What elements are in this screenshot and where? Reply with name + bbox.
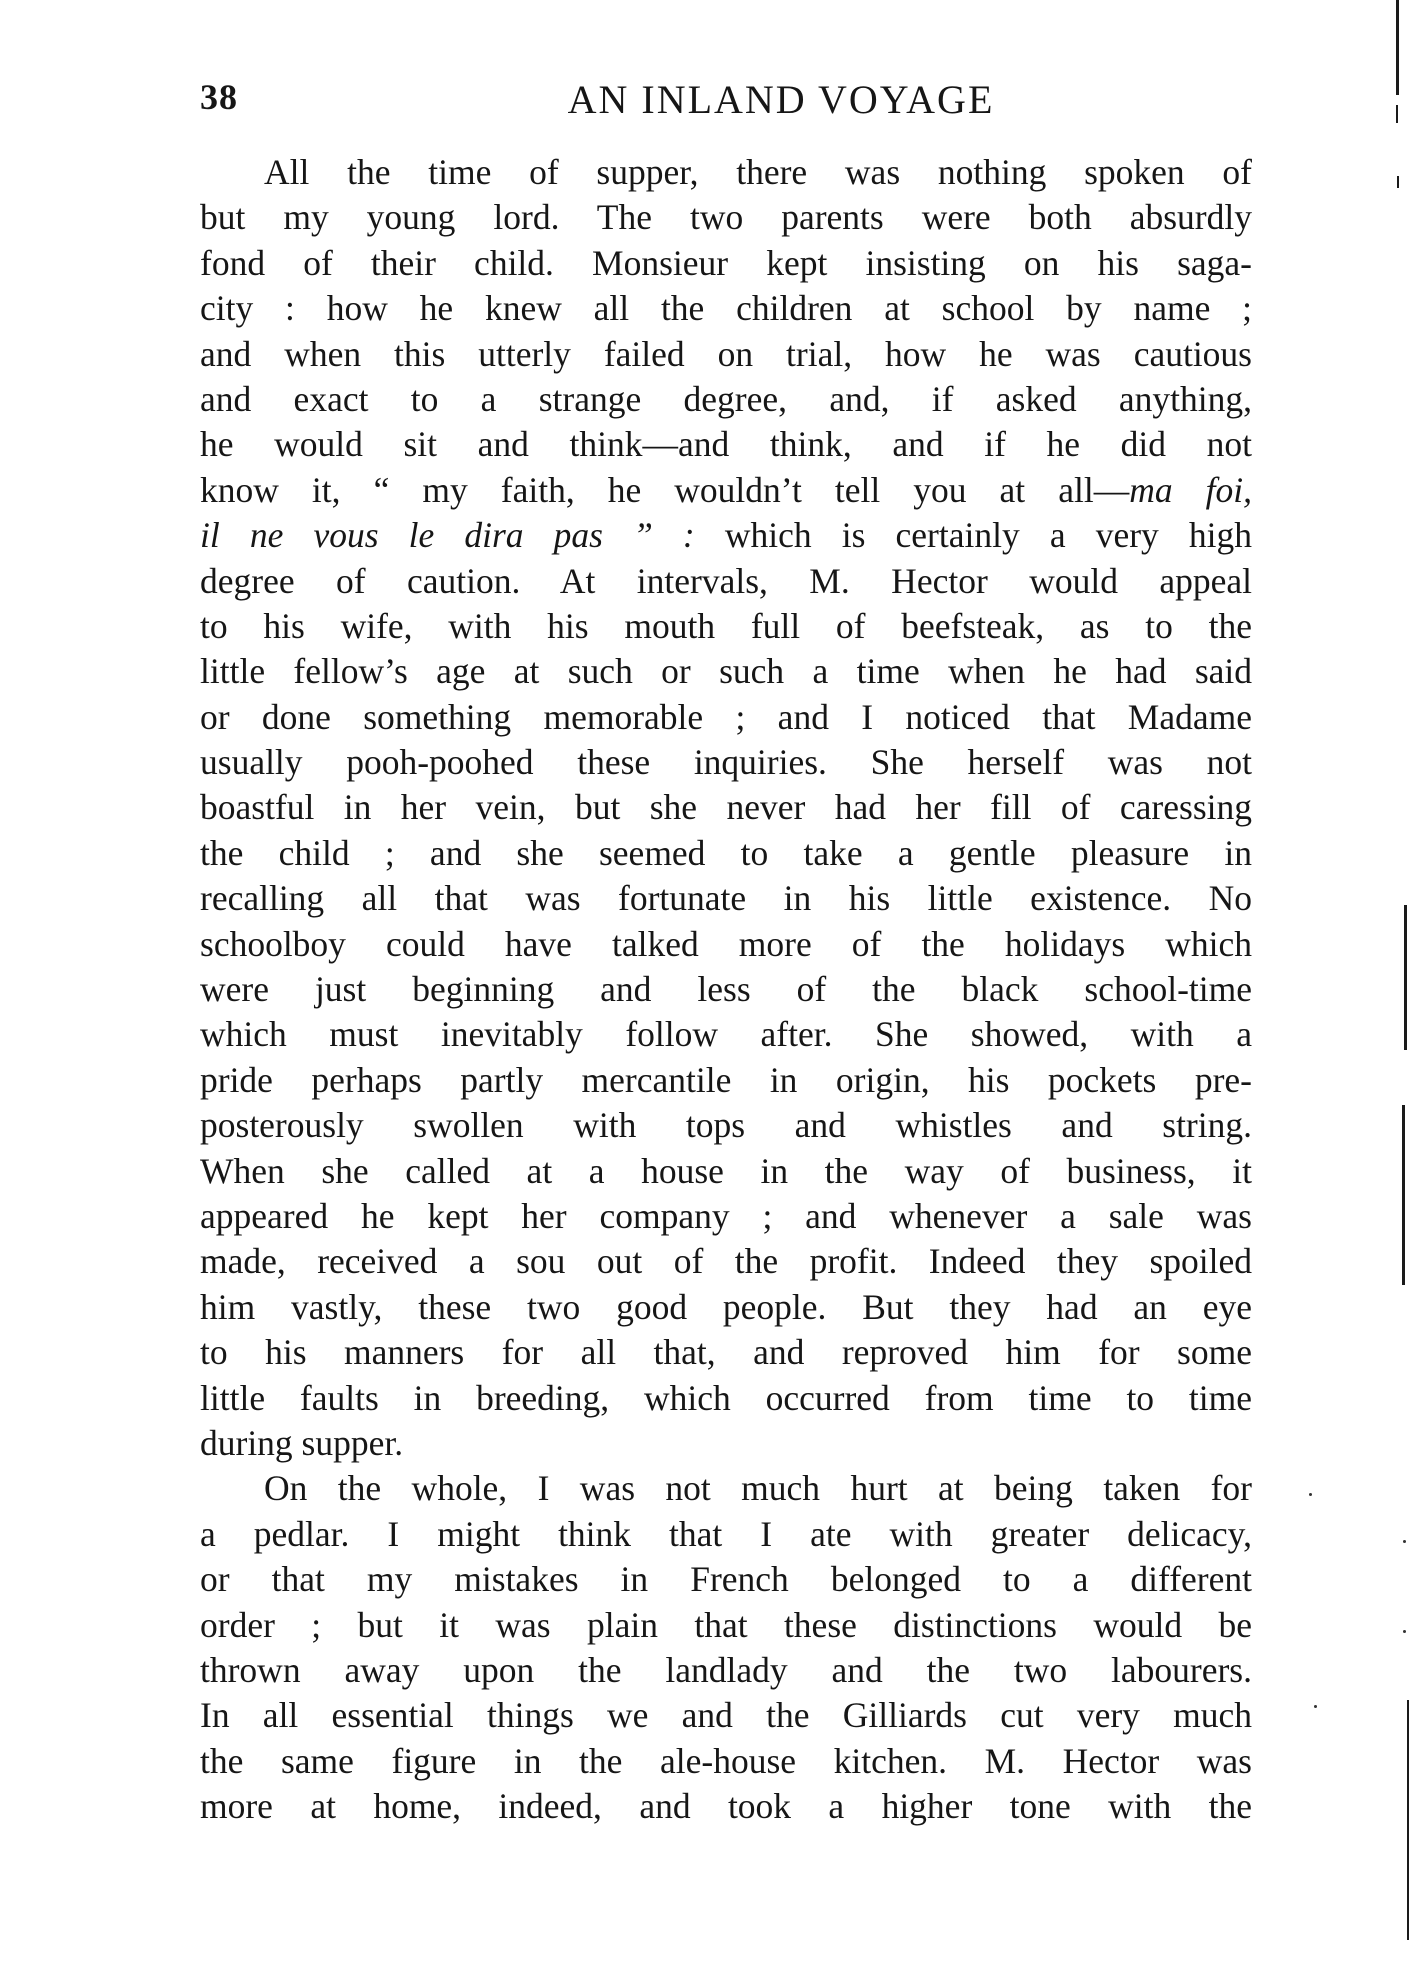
page-header — [200, 76, 1252, 136]
text-line: and exact to a strange degree, and, if asked anything, — [200, 378, 1252, 419]
text-line: made, received a sou out of the profit. Indeed they spoiled — [200, 1241, 1252, 1282]
page-number: 38 — [200, 77, 238, 117]
scan-speck — [1403, 1630, 1406, 1633]
text-line: him vastly, these two good people. But they had an eye — [200, 1286, 1252, 1327]
text-line: and when this utterly failed on trial, how he was cautious — [200, 333, 1252, 374]
text-line: the same figure in the ale-house kitchen. M. Hector was — [200, 1740, 1252, 1781]
text-line: which must inevitably follow after. She showed, with a — [200, 1014, 1252, 1055]
text-line: to his wife, with his mouth full of beefsteak, as to the — [200, 605, 1252, 646]
text-line: to his manners for all that, and reproved him for some — [200, 1332, 1252, 1373]
text-line: or that my mistakes in French belonged to a different — [200, 1559, 1252, 1600]
italic-phrase: il ne vous le dira pas ” : — [200, 515, 695, 556]
text-line: more at home, indeed, and took a higher tone with the — [200, 1786, 1252, 1827]
text-line: city : how he knew all the children at school by name ; — [200, 288, 1252, 329]
text-line: When she called at a house in the way of business, it — [200, 1150, 1252, 1191]
text-line: degree of caution. At intervals, M. Hector would appeal — [200, 560, 1252, 601]
paragraph-2 — [200, 1466, 1252, 1829]
scan-edge-mark — [1404, 905, 1407, 1050]
text-line: boastful in her vein, but she never had her fill of caressing — [200, 787, 1252, 828]
text-run: know it, “ my faith, he wouldn’t tell you at all— — [200, 469, 1130, 510]
text-line: All the time of supper, there was nothing spoken of — [264, 152, 1252, 192]
text-line: recalling all that was fortunate in his little existence. No — [200, 878, 1252, 919]
text-line: he would sit and think—and think, and if he did not — [200, 424, 1252, 465]
scan-speck — [1309, 1493, 1312, 1496]
text-line: posterously swollen with tops and whistles and string. — [200, 1105, 1252, 1146]
paragraph-1 — [200, 150, 1252, 1466]
scan-speck — [1403, 1540, 1406, 1543]
text-line: the child ; and she seemed to take a gentle pleasure in — [200, 832, 1252, 873]
text-line: schoolboy could have talked more of the holidays which — [200, 923, 1252, 964]
text-run: which is certainly a very high — [724, 515, 1252, 556]
scan-speck — [1314, 1705, 1317, 1708]
text-line: appeared he kept her company ; and whenever a sale was — [200, 1195, 1252, 1236]
text-line-mixed — [200, 468, 1252, 513]
text-line-mixed — [200, 513, 1252, 558]
text-line: pride perhaps partly mercantile in origin, his pockets pre- — [200, 1059, 1252, 1100]
scan-edge-mark — [1402, 1105, 1405, 1285]
text-line: or done something memorable ; and I noticed that Madame — [200, 696, 1252, 737]
italic-phrase: ma foi, — [1129, 469, 1252, 510]
scan-edge-mark — [1397, 176, 1399, 188]
text-line: order ; but it was plain that these distinctions would be — [200, 1604, 1252, 1645]
text-line: In all essential things we and the Gilliards cut very much — [200, 1695, 1252, 1736]
scan-edge-mark — [1407, 1700, 1409, 1940]
text-line: were just beginning and less of the black school-time — [200, 969, 1252, 1010]
text-line: a pedlar. I might think that I ate with greater delicacy, — [200, 1513, 1252, 1554]
text-line: fond of their child. Monsieur kept insisting on his saga- — [200, 242, 1252, 283]
text-line: On the whole, I was not much hurt at being taken for — [264, 1468, 1252, 1509]
scan-edge-mark — [1396, 105, 1398, 123]
scan-edge-mark — [1396, 0, 1399, 95]
text-line: usually pooh-poohed these inquiries. She herself was not — [200, 742, 1252, 783]
text-line: little fellow’s age at such or such a time when he had said — [200, 651, 1252, 692]
text-line: little faults in breeding, which occurred from time to time — [200, 1377, 1252, 1418]
body-text — [200, 150, 1252, 1829]
text-line: during supper. — [200, 1422, 404, 1463]
text-line: but my young lord. The two parents were both absurdly — [200, 197, 1252, 238]
running-title: AN INLAND VOYAGE — [567, 77, 995, 122]
text-line: thrown away upon the landlady and the two labourers. — [200, 1649, 1252, 1690]
